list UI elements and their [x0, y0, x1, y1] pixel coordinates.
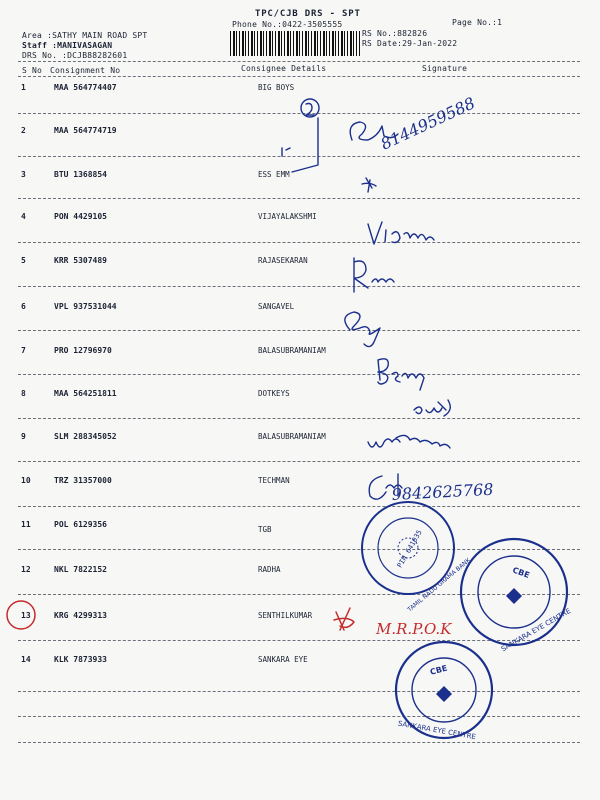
signature-row8: [414, 400, 450, 416]
staff-label: Staff :MANIVASAGAN: [22, 41, 113, 50]
page-number: Page No.:1: [452, 18, 503, 27]
row-sno: 3: [21, 170, 26, 179]
handwritten-name-row13: M.R.P.O.K: [376, 620, 452, 638]
row-consignee: RAJASEKARAN: [258, 256, 308, 265]
row-consignment: KRR 5307489: [54, 256, 107, 265]
row-consignment: KRG 4299313: [54, 611, 107, 620]
row13-red-circle: [7, 601, 35, 629]
handwritten-phone-row1: 8144959588: [377, 93, 478, 154]
rs-date: RS Date:29-Jan-2022: [362, 39, 458, 48]
eye-centre-stamp-2: [396, 642, 492, 741]
row-consignment: KLK 7873933: [54, 655, 107, 664]
bank-stamp: [362, 502, 473, 614]
row-consignee: SENTHILKUMAR: [258, 611, 313, 620]
row-sno: 14: [21, 655, 31, 664]
row-consignee: BALASUBRAMANIAM: [258, 346, 326, 355]
row-sno: 13: [21, 611, 31, 620]
phone-number: Phone No.:0422-3505555: [232, 20, 343, 29]
row-consignment: POL 6129356: [54, 520, 107, 529]
row-consignee: BIG BOYS: [258, 83, 295, 92]
eye-stamp-1-text: SANKARA EYE CENTRE: [499, 606, 573, 654]
bank-stamp-pin: PIN 641035: [395, 528, 424, 570]
row-consignee: TGB: [258, 525, 272, 534]
signature-row4: [368, 222, 434, 244]
red-signature-row13: [334, 608, 354, 630]
row-sno: 12: [21, 565, 31, 574]
row-consignment: TRZ 31357000: [54, 476, 112, 485]
eye-stamp-2-code: CBE: [429, 663, 449, 677]
row-sno: 1: [21, 83, 26, 92]
document-title: TPC/CJB DRS - SPT: [255, 9, 361, 19]
row-sno: 2: [21, 126, 26, 135]
area-label: Area :SATHY MAIN ROAD SPT: [22, 31, 148, 40]
row-consignment: MAA 564774719: [54, 126, 117, 135]
signature-row7: [378, 359, 424, 390]
row-consignee: RADHA: [258, 565, 281, 574]
bank-stamp-text: TAMIL NADU GRAMA BANK: [406, 556, 472, 614]
signature-row9: [368, 435, 450, 448]
row-consignee: SANKARA EYE: [258, 655, 308, 664]
row-sno: 10: [21, 476, 31, 485]
signature-row5: [354, 258, 394, 292]
row-sno: 8: [21, 389, 26, 398]
row-consignment: SLM 288345052: [54, 432, 117, 441]
row-sno: 11: [21, 520, 31, 529]
col-consignee: Consignee Details: [241, 64, 327, 73]
rs-number: RS No.:882826: [362, 29, 428, 38]
row-consignment: VPL 937531044: [54, 302, 117, 311]
row-consignee: BALASUBRAMANIAM: [258, 432, 326, 441]
row-sno: 6: [21, 302, 26, 311]
eye-centre-stamp-1: [461, 539, 572, 653]
handwritten-phone-row10: 9842625768: [391, 479, 494, 504]
row-sno: 5: [21, 256, 26, 265]
row-consignee: DOTKEYS: [258, 389, 290, 398]
row-consignment: PON 4429105: [54, 212, 107, 221]
col-sno: S No: [22, 66, 43, 75]
row-consignment: MAA 564251811: [54, 389, 117, 398]
row-consignment: NKL 7822152: [54, 565, 107, 574]
row-consignee: VIJAYALAKSHMI: [258, 212, 317, 221]
row-consignment: PRO 12796970: [54, 346, 112, 355]
row-consignment: BTU 1368854: [54, 170, 107, 179]
col-consignment: Consignment No: [50, 66, 121, 75]
row-consignee: TECHMAN: [258, 476, 290, 485]
drs-number: DRS No. :DCJB88282601: [22, 51, 128, 60]
eye-stamp-1-code: CBE: [511, 565, 531, 580]
row-sno: 7: [21, 346, 26, 355]
signature-row6: [345, 312, 380, 347]
row-consignee: ESS EMM: [258, 170, 290, 179]
row-consignee: SANGAVEL: [258, 302, 295, 311]
row-consignment: MAA 564774407: [54, 83, 117, 92]
eye-stamp-2-text: SANKARA EYE CENTRE: [397, 719, 477, 742]
row-sno: 9: [21, 432, 26, 441]
signature-row3: [362, 178, 376, 192]
row-sno: 4: [21, 212, 26, 221]
col-signature: Signature: [422, 64, 468, 73]
